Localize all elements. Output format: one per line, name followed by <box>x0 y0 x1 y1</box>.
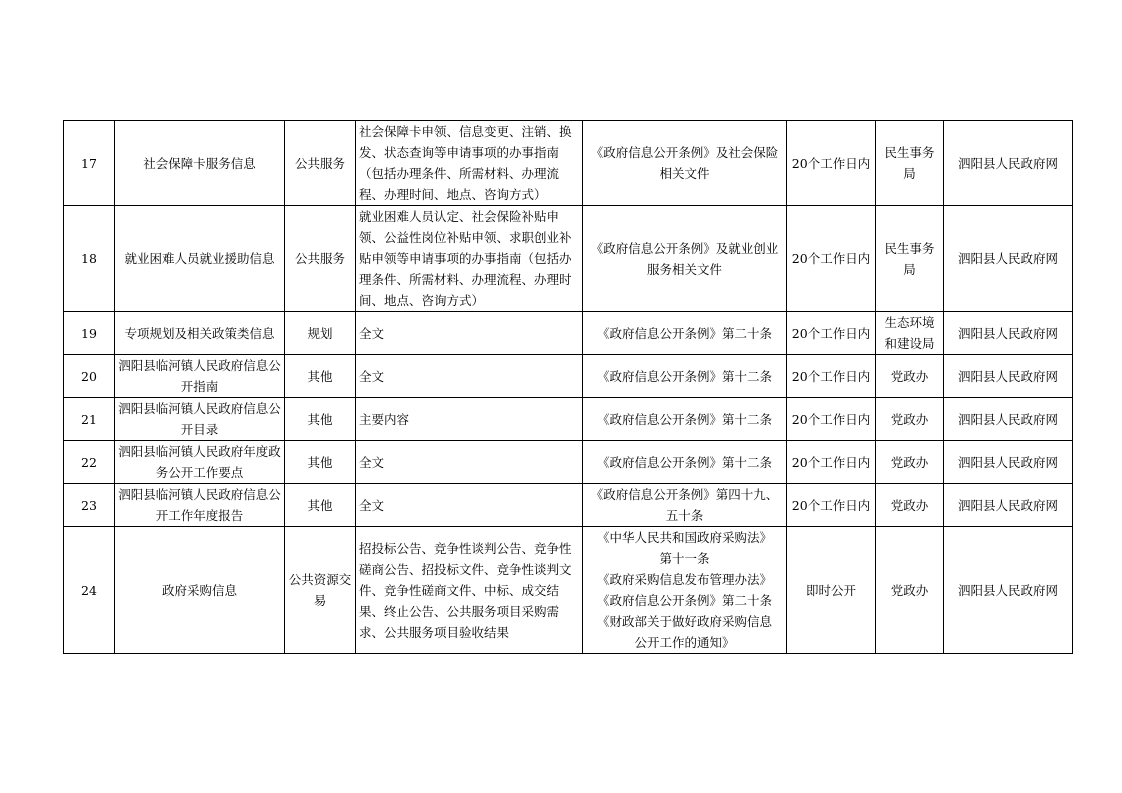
info-name: 社会保障卡服务信息 <box>115 121 285 206</box>
info-category: 其他 <box>285 484 356 527</box>
time-limit: 20个工作日内 <box>787 206 876 312</box>
table-row <box>64 355 1073 398</box>
publish-channel: 泗阳县人民政府网 <box>944 206 1073 312</box>
time-limit: 20个工作日内 <box>787 312 876 355</box>
info-category: 其他 <box>285 441 356 484</box>
table-row <box>64 398 1073 441</box>
info-category: 公共服务 <box>285 121 356 206</box>
publish-channel: 泗阳县人民政府网 <box>944 441 1073 484</box>
table-row <box>64 312 1073 355</box>
time-limit: 20个工作日内 <box>787 355 876 398</box>
time-limit: 即时公开 <box>787 527 876 654</box>
info-name: 泗阳县临河镇人民政府年度政务公开工作要点 <box>115 441 285 484</box>
info-content: 全文 <box>356 312 583 355</box>
basis-line: 《中华人民共和国政府采购法》 <box>596 530 772 545</box>
row-number: 22 <box>64 441 115 484</box>
publish-channel: 泗阳县人民政府网 <box>944 484 1073 527</box>
table-row <box>64 441 1073 484</box>
disclosure-basis: 《政府信息公开条例》第十二条 <box>583 398 787 441</box>
row-number: 23 <box>64 484 115 527</box>
info-content: 全文 <box>356 355 583 398</box>
row-number: 20 <box>64 355 115 398</box>
row-number: 17 <box>64 121 115 206</box>
info-content: 全文 <box>356 484 583 527</box>
time-limit: 20个工作日内 <box>787 398 876 441</box>
table-row <box>64 484 1073 527</box>
disclosure-basis: 《政府信息公开条例》第十二条 <box>583 441 787 484</box>
info-category: 规划 <box>285 312 356 355</box>
info-category: 其他 <box>285 398 356 441</box>
info-name: 泗阳县临河镇人民政府信息公开工作年度报告 <box>115 484 285 527</box>
info-name: 专项规划及相关政策类信息 <box>115 312 285 355</box>
time-limit: 20个工作日内 <box>787 484 876 527</box>
table-row <box>64 527 1073 654</box>
info-content: 招投标公告、竞争性谈判公告、竞争性磋商公告、招投标文件、竞争性谈判文件、竞争性磋商文件、中标、成交结果、终止公告、公共服务项目采购需求、公共服务项目验收结果 <box>356 527 583 654</box>
info-category: 公共服务 <box>285 206 356 312</box>
responsible-department: 生态环境和建设局 <box>876 312 944 355</box>
publish-channel: 泗阳县人民政府网 <box>944 355 1073 398</box>
basis-line: 《政府信息公开条例》第二十条 <box>596 593 772 608</box>
responsible-department: 民生事务局 <box>876 121 944 206</box>
row-number: 24 <box>64 527 115 654</box>
disclosure-basis: 《政府信息公开条例》第二十条 <box>583 312 787 355</box>
info-name: 泗阳县临河镇人民政府信息公开目录 <box>115 398 285 441</box>
responsible-department: 党政办 <box>876 398 944 441</box>
responsible-department: 民生事务局 <box>876 206 944 312</box>
info-name: 泗阳县临河镇人民政府信息公开指南 <box>115 355 285 398</box>
row-number: 21 <box>64 398 115 441</box>
info-content: 全文 <box>356 441 583 484</box>
publish-channel: 泗阳县人民政府网 <box>944 398 1073 441</box>
info-content: 社会保障卡申领、信息变更、注销、换发、状态查询等申请事项的办事指南（包括办理条件、所需材料、办理流程、办理时间、地点、咨询方式） <box>356 121 583 206</box>
info-name: 政府采购信息 <box>115 527 285 654</box>
basis-line: 《政府采购信息发布管理办法》 <box>596 572 772 587</box>
basis-line: 《财政部关于做好政府采购信息 <box>596 614 772 629</box>
publish-channel: 泗阳县人民政府网 <box>944 121 1073 206</box>
responsible-department: 党政办 <box>876 484 944 527</box>
disclosure-basis: 《政府信息公开条例》第四十九、五十条 <box>583 484 787 527</box>
info-content: 就业困难人员认定、社会保险补贴申领、公益性岗位补贴申领、求职创业补贴申领等申请事项的办事指南（包括办理条件、所需材料、办理流程、办理时间、地点、咨询方式） <box>356 206 583 312</box>
info-category: 其他 <box>285 355 356 398</box>
disclosure-basis: 《政府信息公开条例》第十二条 <box>583 355 787 398</box>
disclosure-table <box>63 120 1073 654</box>
publish-channel: 泗阳县人民政府网 <box>944 527 1073 654</box>
responsible-department: 党政办 <box>876 355 944 398</box>
disclosure-basis: 《政府信息公开条例》及就业创业服务相关文件 <box>583 206 787 312</box>
table-row <box>64 206 1073 312</box>
responsible-department: 党政办 <box>876 527 944 654</box>
table-row <box>64 121 1073 206</box>
time-limit: 20个工作日内 <box>787 441 876 484</box>
publish-channel: 泗阳县人民政府网 <box>944 312 1073 355</box>
row-number: 19 <box>64 312 115 355</box>
info-category: 公共资源交易 <box>285 527 356 654</box>
info-content: 主要内容 <box>356 398 583 441</box>
responsible-department: 党政办 <box>876 441 944 484</box>
info-name: 就业困难人员就业援助信息 <box>115 206 285 312</box>
basis-line: 第十一条 <box>659 551 710 566</box>
time-limit: 20个工作日内 <box>787 121 876 206</box>
basis-line: 公开工作的通知》 <box>634 635 735 650</box>
disclosure-basis <box>583 527 787 654</box>
disclosure-basis: 《政府信息公开条例》及社会保险相关文件 <box>583 121 787 206</box>
row-number: 18 <box>64 206 115 312</box>
